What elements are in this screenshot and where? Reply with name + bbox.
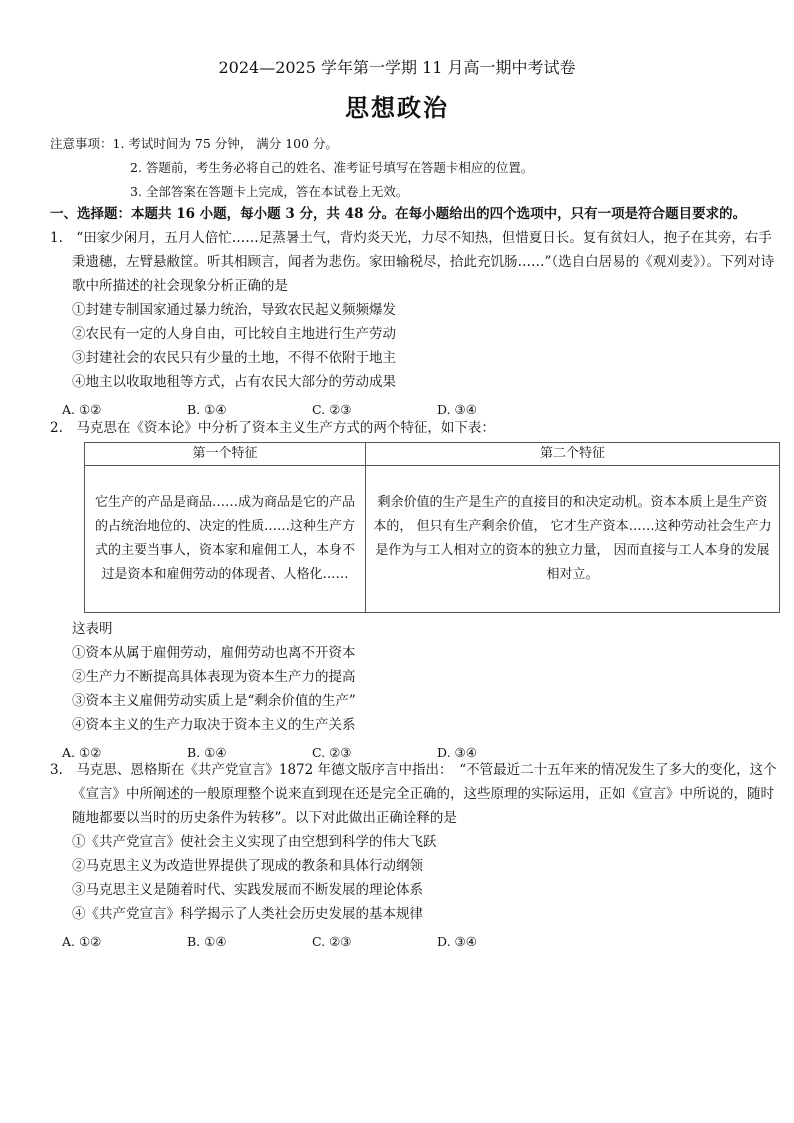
- table-cell: 剩余价值的生产是生产的直接目的和决定动机。资本本质上是生产资本的， 但只有生产剩余价值， 它才生产资本……这种劳动社会生产力是作为与工人相对立的资本的独立力量， 因而直接与工人本身的发展相对立。: [366, 466, 780, 613]
- question-3: [50, 758, 785, 954]
- notice-label: 注意事项：: [50, 136, 113, 151]
- statement-option: ②农民有一定的人身自由，可比较自主地进行生产劳动: [72, 326, 396, 342]
- statement-option: ①资本从属于雇佣劳动，雇佣劳动也离不开资本: [72, 645, 356, 661]
- table-cell: 它生产的产品是商品……成为商品是它的产品的占统治地位的、决定的性质……这种生产方式的主要当事人，资本家和雇佣工人，本身不过是资本和雇佣劳动的体现者、人格化……: [85, 466, 366, 613]
- statement-option: ④《共产党宣言》科学揭示了人类社会历史发展的基本规律: [72, 906, 423, 922]
- statement-option: ①封建专制国家通过暴力统治，导致农民起义频频爆发: [72, 302, 396, 318]
- question-1: [50, 226, 785, 422]
- notice-item: 1. 考试时间为 75 分钟， 满分 100 分。: [112, 136, 339, 151]
- question-lead: 这表明: [72, 621, 113, 637]
- choice-b: B. ①④: [187, 934, 227, 949]
- choice-d: D. ③④: [437, 402, 477, 417]
- statement-option: ④资本主义的生产力取决于资本主义的生产关系: [72, 717, 356, 733]
- statement-option: ③封建社会的农民只有少量的土地，不得不依附于地主: [72, 350, 396, 366]
- statement-option: ③马克思主义是随着时代、实践发展而不断发展的理论体系: [72, 882, 423, 898]
- table-header: 第一个特征: [85, 443, 366, 466]
- notice-item: 2. 答题前，考生务必将自己的姓名、准考证号填写在答题卡相应的位置。: [130, 160, 534, 175]
- feature-table: [84, 442, 780, 613]
- exam-title: 2024—2025 学年第一学期 11 月高一期中考试卷: [218, 58, 576, 77]
- choice-a: A. ①②: [62, 934, 102, 949]
- table-row: [85, 466, 780, 613]
- choice-b: B. ①④: [187, 402, 227, 417]
- question-stem: 1. “田家少闲月，五月人倍忙……足蒸暑土气，背灼炎天光，力尽不知热，但惜夏日长。复有贫妇人，抱子在其旁，右手秉遗穗，左臂悬敝筐。听其相顾言，闻者为悲伤。家田输税尽，拾此充饥肠……”（选自白居易的《观刈麦》）。下列对诗歌中所描述的社会现象分析正确的是: [50, 230, 775, 294]
- question-2: [50, 416, 785, 765]
- notice-item: 3. 全部答案在答题卡上完成，答在本试卷上无效。: [130, 184, 409, 199]
- statement-option: ②马克思主义为改造世界提供了现成的教条和具体行动纲领: [72, 858, 423, 874]
- statement-option: ①《共产党宣言》使社会主义实现了由空想到科学的伟大飞跃: [72, 834, 437, 850]
- section-heading: 一、选择题：本题共 16 小题，每小题 3 分，共 48 分。在每小题给出的四个选项中，只有一项是符合题目要求的。: [50, 206, 747, 222]
- choice-a: A. ①②: [62, 745, 102, 760]
- statement-option: ④地主以收取地租等方式，占有农民大部分的劳动成果: [72, 374, 396, 390]
- choice-a: A. ①②: [62, 402, 102, 417]
- table-header: 第二个特征: [366, 443, 780, 466]
- notice-block: [50, 132, 533, 204]
- table-header-row: [85, 443, 780, 466]
- subject-title: 思想政治: [345, 93, 449, 122]
- question-stem: 3. 马克思、恩格斯在《共产党宣言》1872 年德文版序言中指出： “不管最近二十五年来的情况发生了多大的变化，这个《宣言》中所阐述的一般原理整个说来直到现在还是完全正确的，这些原理的实际运用，正如《宣言》中所说的，随时随地都要以当时的历史条件为转移”。以下对此做出正确诠释的是: [50, 762, 777, 826]
- question-stem: 2. 马克思在《资本论》中分析了资本主义生产方式的两个特征，如下表：: [50, 420, 495, 436]
- statement-option: ③资本主义雇佣劳动实质上是“剩余价值的生产”: [72, 693, 356, 709]
- answer-choices: [50, 930, 785, 954]
- choice-d: D. ③④: [437, 934, 477, 949]
- statement-option: ②生产力不断提高具体表现为资本生产力的提高: [72, 669, 356, 685]
- choice-b: B. ①④: [187, 745, 227, 760]
- choice-c: C. ②③: [312, 402, 352, 417]
- choice-c: C. ②③: [312, 934, 352, 949]
- choice-c: C. ②③: [312, 745, 352, 760]
- choice-d: D. ③④: [437, 745, 477, 760]
- notice-line-1: [50, 132, 533, 156]
